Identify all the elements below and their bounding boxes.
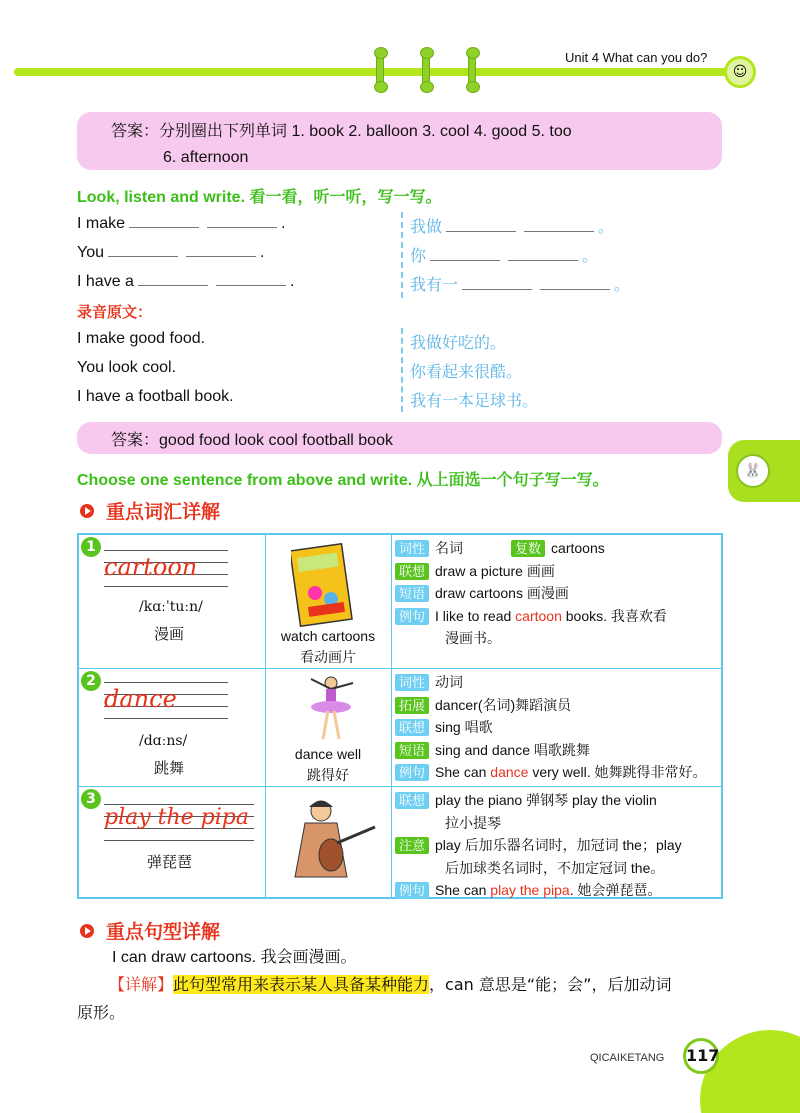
- comic-book-image: [291, 543, 353, 627]
- tag-note: 注意: [395, 837, 429, 854]
- transcript-line-cn: 你看起来很酷。: [410, 362, 523, 381]
- entry-number: 2: [81, 671, 101, 691]
- binder-ring-icon: [376, 50, 384, 90]
- side-tab: [728, 440, 800, 502]
- unit-title: Unit 4 What can you do?: [565, 50, 708, 65]
- tag-example: 例句: [395, 882, 429, 899]
- blank-line[interactable]: [216, 272, 286, 286]
- blank-line[interactable]: [207, 214, 277, 228]
- word-meaning: 跳舞: [154, 759, 185, 777]
- vocab-section-title: 重点词汇详解: [80, 497, 220, 524]
- picture-caption: dance well 跳得好: [294, 746, 362, 783]
- blank-line[interactable]: [524, 218, 594, 232]
- exercise-row: I have a .: [77, 273, 295, 290]
- pipa-player-image: [287, 797, 379, 887]
- answer-text-cont: 6. afternoon: [163, 149, 249, 166]
- word-meaning: 漫画: [154, 625, 185, 643]
- word-info: 词性 动词 拓展 dancer(名词)舞蹈演员 联想 sing 唱歌 短语 sing and dance 唱歌跳舞 例句 She can dance very well. 她舞跳得非常好。: [395, 671, 707, 784]
- play-bullet-icon: [80, 504, 94, 518]
- exercise-row: You .: [77, 244, 265, 261]
- binder-ring-icon: [422, 50, 430, 90]
- tag-phrase: 短语: [395, 742, 429, 759]
- transcript-label: 录音原文：: [77, 303, 153, 321]
- mascot-icon: ☺: [724, 56, 756, 88]
- tag-extension: 拓展: [395, 697, 429, 714]
- tag-part-of-speech: 词性: [395, 674, 429, 691]
- key-sentence: I can draw cartoons. 我会画漫画。: [112, 949, 357, 966]
- blank-line[interactable]: [138, 272, 208, 286]
- footer-brand: QICAIKETANG: [590, 1052, 665, 1064]
- dancer-image: [301, 675, 361, 745]
- exercise-row: I make .: [77, 215, 286, 232]
- transcript-line-cn: 我有一本足球书。: [410, 391, 539, 410]
- answer-box-1: [77, 112, 722, 170]
- blank-line[interactable]: [462, 276, 532, 290]
- blank-line[interactable]: [446, 218, 516, 232]
- tag-example: 例句: [395, 764, 429, 781]
- transcript-line: You look cool.: [77, 359, 177, 376]
- vocab-table: [77, 533, 723, 899]
- transcript-line-cn: 我做好吃的。: [410, 333, 507, 352]
- phonetic: /kɑːˈtuːn/: [139, 599, 203, 615]
- tag-association: 联想: [395, 563, 429, 580]
- vocab-word: play the pipa: [104, 805, 249, 830]
- picture-caption: watch cartoons 看动画片: [280, 628, 376, 665]
- exercise-row-cn: 我有一 。: [410, 275, 631, 294]
- answer-text: good food look cool football book: [159, 432, 393, 449]
- blank-line[interactable]: [129, 214, 199, 228]
- transcript-line: I have a football book.: [77, 388, 234, 405]
- answer-label: 答案：: [111, 432, 160, 449]
- tag-plural: 复数: [511, 540, 545, 557]
- blank-line[interactable]: [186, 243, 256, 257]
- answer-label: 答案：: [111, 123, 160, 140]
- binder-ring-icon: [468, 50, 476, 90]
- vocab-word: cartoon: [104, 553, 198, 581]
- blank-line[interactable]: [108, 243, 178, 257]
- explanation: 【详解】此句型常用来表示某人具备某种能力，can 意思是“能；会”，后加动词 原形。: [77, 975, 672, 1022]
- blank-line[interactable]: [508, 247, 578, 261]
- sentence-section-title: 重点句型详解: [80, 917, 220, 944]
- footer-decoration: [700, 1030, 800, 1113]
- word-info: 词性 名词 复数 cartoons 联想 draw a picture 画画 短语 draw cartoons 画漫画 例句 I like to read cartoon books. 我喜欢看 漫画书。: [395, 537, 667, 650]
- page-number: 117: [683, 1038, 719, 1074]
- vocab-word: dance: [104, 685, 177, 713]
- blank-line[interactable]: [540, 276, 610, 290]
- dashed-divider: [401, 328, 403, 412]
- word-meaning: 弹琵琶: [147, 853, 193, 871]
- entry-number: 1: [81, 537, 101, 557]
- exercise-row-cn: 你 。: [410, 246, 599, 265]
- dashed-divider: [401, 212, 403, 298]
- word-info: 联想 play the piano 弹钢琴 play the violin 拉小提琴 注意 play 后加乐器名词时，加冠词 the；play 后加球类名词时，不加定冠词 the。 例句 She can play the pipa. 她会弹琵琶。: [395, 789, 682, 902]
- vocab-row: [79, 535, 721, 669]
- bunny-icon: 🐰: [736, 454, 770, 488]
- transcript-line: I make good food.: [77, 330, 206, 347]
- blank-line[interactable]: [430, 247, 500, 261]
- tag-part-of-speech: 词性: [395, 540, 429, 557]
- tag-example: 例句: [395, 608, 429, 625]
- tag-association: 联想: [395, 719, 429, 736]
- vocab-row: [79, 669, 721, 787]
- entry-number: 3: [81, 789, 101, 809]
- header-bar: [14, 68, 734, 76]
- tag-phrase: 短语: [395, 585, 429, 602]
- answer-text: 分别圈出下列单词 1. book 2. balloon 3. cool 4. good 5. too: [159, 123, 572, 140]
- exercise-row-cn: 我做 。: [410, 217, 615, 236]
- answer-box-2: [77, 422, 722, 454]
- phonetic: /dɑːns/: [139, 733, 188, 749]
- play-bullet-icon: [80, 924, 94, 938]
- choose-heading: Choose one sentence from above and write. 从上面选一个句子写一写。: [77, 472, 609, 489]
- tag-association: 联想: [395, 792, 429, 809]
- vocab-row: [79, 787, 721, 897]
- listen-heading: Look, listen and write. 看一看，听一听，写一写。: [77, 189, 442, 206]
